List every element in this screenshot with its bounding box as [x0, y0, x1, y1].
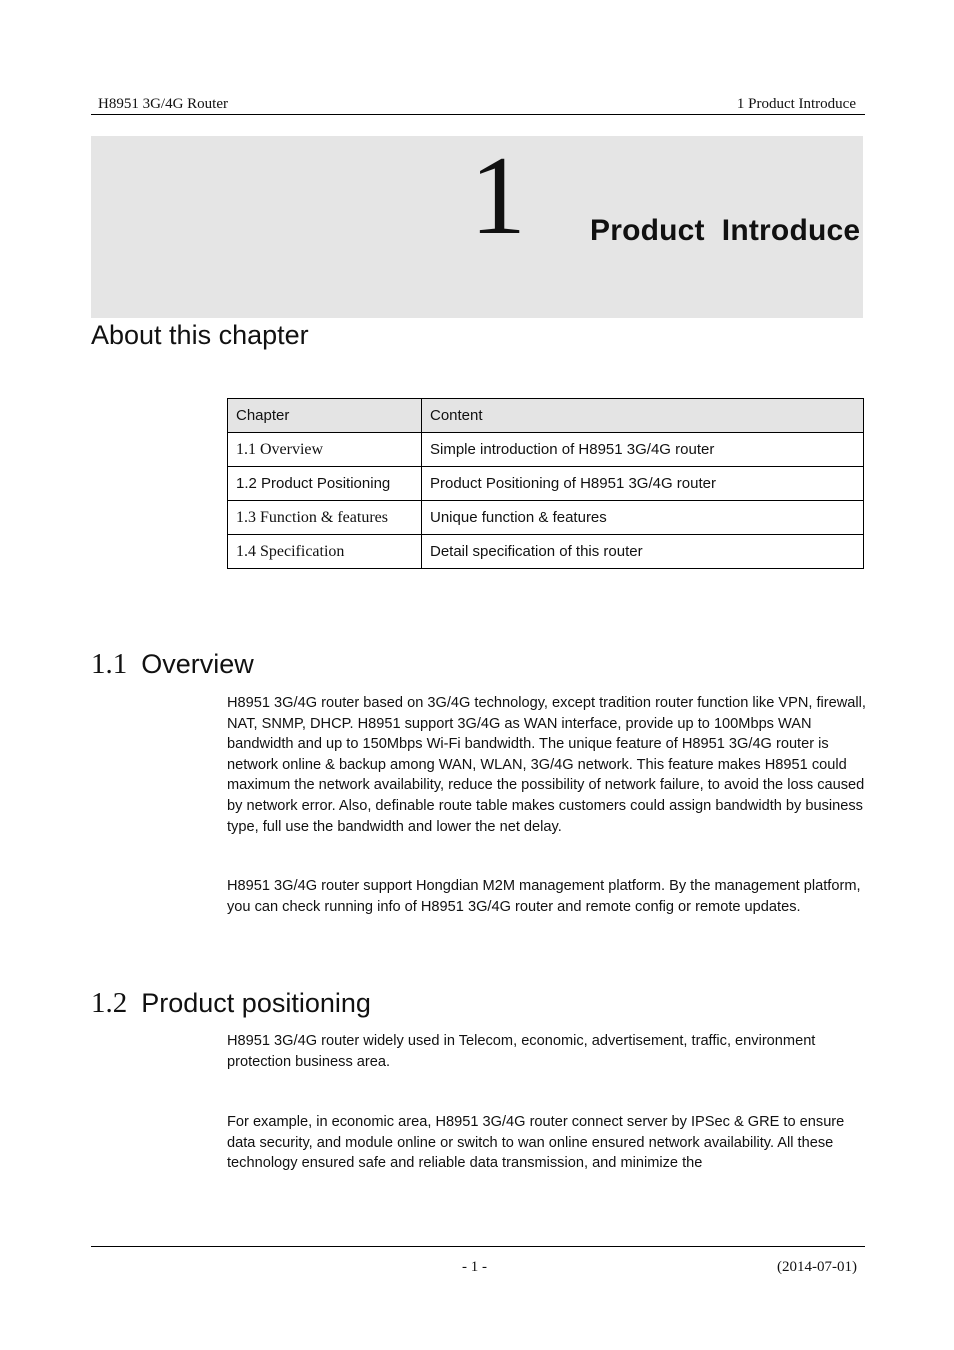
- table-row: [228, 535, 864, 569]
- about-heading: About this chapter: [91, 320, 309, 350]
- section-number: 1.2: [91, 987, 128, 1019]
- table-cell-chapter: 1.1 Overview: [228, 433, 422, 467]
- paragraph: H8951 3G/4G router support Hongdian M2M management platform. By the management platform, you can check running info of H8951 3G/4G router and remote config or remote updates.: [227, 878, 861, 915]
- section-heading-overview: [91, 648, 254, 681]
- chapter-number: 1: [470, 134, 526, 258]
- footer-divider: [91, 1246, 865, 1247]
- table-cell-content: Product Positioning of H8951 3G/4G router: [422, 467, 864, 501]
- paragraph: For example, in economic area, H8951 3G/4G router connect server by IPSec & GRE to ensure data security, and module online or switch to wan online ensured network availability. All these technology ensured safe and reliable data transmission, and minimize the: [227, 1114, 845, 1172]
- header-divider: [91, 114, 865, 115]
- section-heading-product-positioning: [91, 987, 371, 1020]
- section-number: 1.1: [91, 648, 128, 680]
- table-cell-content: Simple introduction of H8951 3G/4G router: [422, 433, 864, 467]
- section-title: Overview: [141, 649, 254, 679]
- table-row: [228, 501, 864, 535]
- table-cell-chapter: 1.4 Specification: [228, 535, 422, 569]
- table-cell-chapter: 1.2 Product Positioning: [228, 467, 422, 501]
- page-number: - 1 -: [462, 1259, 487, 1275]
- table-row: [228, 433, 864, 467]
- paragraph: H8951 3G/4G router based on 3G/4G technology, except tradition router function like VPN, firewall, NAT, SNMP, DHCP. H8951 support 3G/4G as WAN interface, provide up to 100Mbps WAN bandwidth and up to 150Mbps Wi-Fi bandwidth. The unique feature of H8951 3G/4G router is network online & backup among WAN, WLAN, 3G/4G network. This feature makes H8951 could maximum the network availability, reduce the possibility of network failure, to avoid the loss caused by network error. Also, definable route table makes customers could assign bandwidth by business type, full use the bandwidth and lower the net delay.: [227, 695, 866, 835]
- table-cell-content: Unique function & features: [422, 501, 864, 535]
- chapter-contents-table: [227, 398, 864, 569]
- table-header-cell: Chapter: [228, 399, 422, 433]
- chapter-title: Product Introduce: [590, 214, 861, 247]
- header-chapter-title: 1 Product Introduce: [736, 96, 856, 112]
- paragraph: H8951 3G/4G router widely used in Telecom, economic, advertisement, traffic, environment protection business area.: [227, 1033, 816, 1070]
- table-header-row: [228, 399, 864, 433]
- table-cell-content: Detail specification of this router: [422, 535, 864, 569]
- section-title: Product positioning: [141, 988, 371, 1018]
- table-row: [228, 467, 864, 501]
- table-header-cell: Content: [422, 399, 864, 433]
- table-cell-chapter: 1.3 Function & features: [228, 501, 422, 535]
- footer-date: (2014-07-01): [777, 1259, 857, 1275]
- header-document-title: H8951 3G/4G Router: [98, 96, 228, 112]
